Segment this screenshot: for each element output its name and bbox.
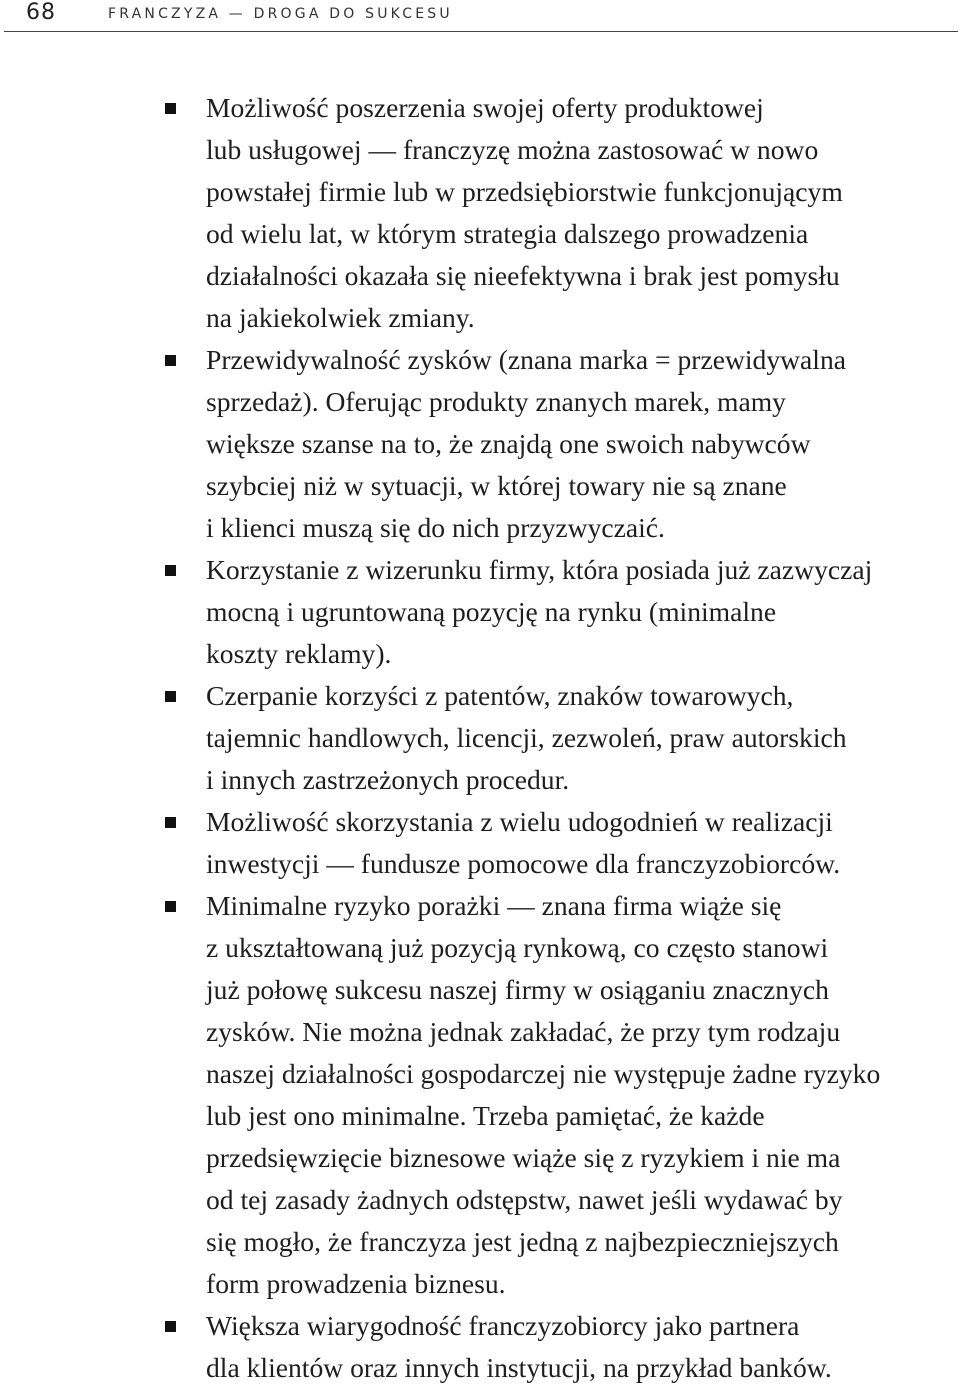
bullet-item	[165, 339, 955, 549]
square-bullet-icon	[165, 691, 176, 702]
text-line: od tej zasady żadnych odstępstw, nawet jeśli wydawać by	[206, 1184, 843, 1215]
text-line: sprzedaż). Oferując produkty znanych marek, mamy	[206, 386, 786, 417]
square-bullet-icon	[165, 103, 176, 114]
text-line: koszty reklamy).	[206, 638, 392, 669]
bullet-item	[165, 801, 955, 885]
page-header	[0, 0, 960, 32]
bullet-text	[206, 801, 955, 885]
text-line: mocną i ugruntowaną pozycję na rynku (minimalne	[206, 596, 777, 627]
text-line: od wielu lat, w którym strategia dalszego prowadzenia	[206, 218, 809, 249]
text-line: większe szanse na to, że znajdą one swoich nabywców	[206, 428, 811, 459]
bullet-text	[206, 1305, 955, 1389]
bullet-item	[165, 549, 955, 675]
text-line: działalności okazała się nieefektywna i brak jest pomysłu	[206, 260, 840, 291]
square-bullet-icon	[165, 817, 176, 828]
bullet-text	[206, 87, 955, 339]
text-line: się mogło, że franczyza jest jedną z najbezpieczniejszych	[206, 1226, 839, 1257]
text-line: naszej działalności gospodarczej nie występuje żadne ryzyko	[206, 1058, 881, 1089]
text-line: tajemnic handlowych, licencji, zezwoleń, praw autorskich	[206, 722, 847, 753]
text-line: Większa wiarygodność franczyzobiorcy jako partnera	[206, 1310, 800, 1341]
text-line: Przewidywalność zysków (znana marka = przewidywalna	[206, 344, 847, 375]
page-number: 68	[26, 0, 56, 25]
bullet-list	[165, 87, 955, 1389]
text-line: z ukształtowaną już pozycją rynkową, co często stanowi	[206, 932, 829, 963]
text-line: lub usługowej — franczyzę można zastosować w nowo	[206, 134, 819, 165]
text-line: Korzystanie z wizerunku firmy, która posiada już zazwyczaj	[206, 554, 873, 585]
square-bullet-icon	[165, 355, 176, 366]
text-line: zysków. Nie można jednak zakładać, że przy tym rodzaju	[206, 1016, 841, 1047]
square-bullet-icon	[165, 901, 176, 912]
square-bullet-icon	[165, 1321, 176, 1332]
bullet-text	[206, 339, 955, 549]
text-line: dla klientów oraz innych instytucji, na przykład banków.	[206, 1352, 832, 1383]
text-line: lub jest ono minimalne. Trzeba pamiętać, że każde	[206, 1100, 765, 1131]
text-line: na jakiekolwiek zmiany.	[206, 302, 475, 333]
header-rule	[4, 31, 958, 32]
square-bullet-icon	[165, 565, 176, 576]
text-line: Możliwość poszerzenia swojej oferty produktowej	[206, 92, 764, 123]
bullet-text	[206, 675, 955, 801]
text-line: inwestycji — fundusze pomocowe dla franczyzobiorców.	[206, 848, 841, 879]
text-line: Możliwość skorzystania z wielu udogodnień w realizacji	[206, 806, 833, 837]
text-line: szybciej niż w sytuacji, w której towary nie są znane	[206, 470, 787, 501]
bullet-item	[165, 675, 955, 801]
text-line: Czerpanie korzyści z patentów, znaków towarowych,	[206, 680, 794, 711]
running-head: FRANCZYZA — DROGA DO SUKCESU	[108, 6, 453, 22]
text-line: już połowę sukcesu naszej firmy w osiąganiu znacznych	[206, 974, 829, 1005]
bullet-item	[165, 1305, 955, 1389]
bullet-text	[206, 885, 955, 1305]
text-line: i klienci muszą się do nich przyzwyczaić.	[206, 512, 665, 543]
bullet-item	[165, 885, 955, 1305]
bullet-item	[165, 87, 955, 339]
text-line: Minimalne ryzyko porażki — znana firma wiąże się	[206, 890, 782, 921]
bullet-text	[206, 549, 955, 675]
text-line: form prowadzenia biznesu.	[206, 1268, 506, 1299]
text-line: i innych zastrzeżonych procedur.	[206, 764, 570, 795]
text-line: powstałej firmie lub w przedsiębiorstwie funkcjonującym	[206, 176, 843, 207]
text-line: przedsięwzięcie biznesowe wiąże się z ryzykiem i nie ma	[206, 1142, 841, 1173]
